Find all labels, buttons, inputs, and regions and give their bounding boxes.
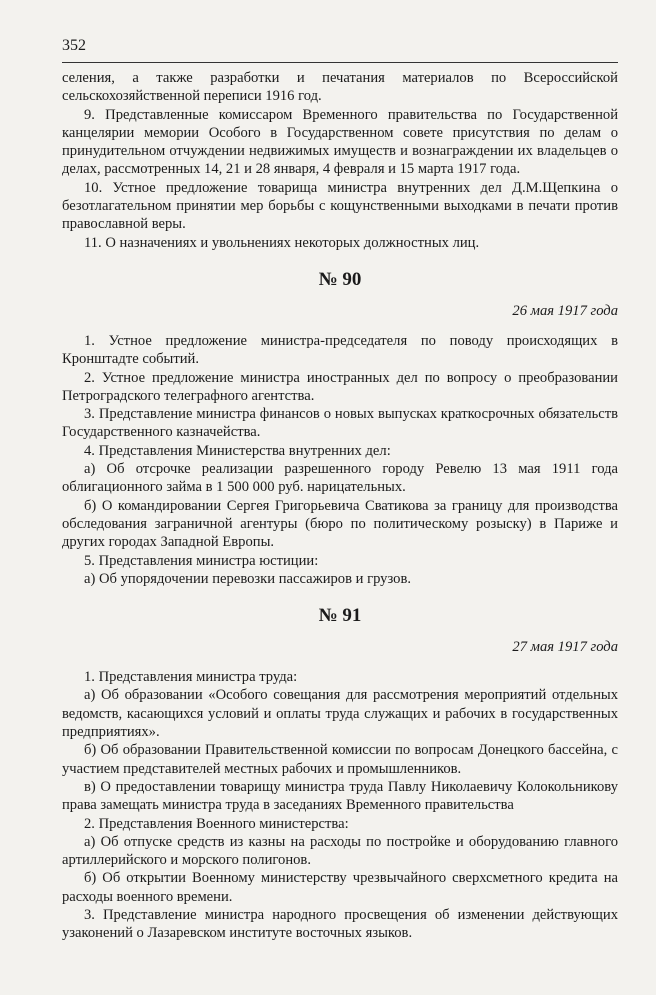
intro-paragraph: 10. Устное предложение товарища министра внутренних дел Д.М.Щепкина о безотлагательном принятии мер борьбы с кощунственными выходками в печати против православной веры. (62, 179, 618, 233)
agenda-item: 3. Представление министра финансов о новых выпусках краткосрочных обязательств Государственного казначейства. (62, 406, 618, 441)
section-date-90: 26 мая 1917 года (512, 302, 618, 319)
agenda-item: б) Об открытии Военному министерству чрезвычайного сверхсметного кредита на расходы военного времени. (62, 870, 618, 905)
agenda-item: а) Об образовании «Особого совещания для рассмотрения мероприятий отдельных ведомств, касающихся условий и оплаты труда служащих и рабочих в государственных предприятиях». (62, 687, 618, 741)
section-heading-91: № 91 (318, 605, 362, 627)
document-page (62, 36, 618, 943)
agenda-item: б) Об образовании Правительственной комиссии по вопросам Донецкого бассейна, с участием представителей местных рабочих и промышленников. (62, 742, 618, 777)
agenda-item: 3. Представление министра народного просвещения об изменении действующих узаконений о Лазаревском институте восточных языков. (62, 906, 618, 942)
page-number: 352 (62, 37, 86, 54)
header-rule (62, 62, 618, 63)
intro-paragraph: селения, а также разработки и печатания материалов по Всероссийской сельскохозяйственной переписи 1916 год. (62, 70, 618, 105)
agenda-item: 1. Представления министра труда: (84, 669, 298, 686)
agenda-item: в) О предоставлении товарищу министра труда Павлу Николаевичу Колокольникову права замещать министра труда в заседаниях Временного правительства (62, 778, 618, 814)
agenda-item: а) Об отпуске средств из казны на расходы по постройке и оборудованию главного артиллерийского и морского полигонов. (62, 833, 618, 869)
section-heading-90: № 90 (318, 268, 362, 290)
agenda-item: 1. Устное предложение министра-председателя по поводу происходящих в Кронштадте событий. (62, 332, 618, 368)
agenda-item: 2. Представления Военного министерства: (84, 815, 349, 832)
agenda-item: 2. Устное предложение министра иностранных дел по вопросу о преобразовании Петроградского телеграфного агентства. (62, 369, 618, 404)
intro-paragraph: 9. Представленные комиссаром Временного правительства по Государственной канцелярии мемории Особого в Государственном совете присутствия по делам о принудительном отчуждении недвижимых имуществ и вознаграждении их владельцев о делах, рассмотренных 14, 21 и 28 января, 4 февраля и 15 марта 1917 года. (62, 106, 618, 178)
agenda-item: 4. Представления Министерства внутренних дел: (84, 442, 391, 459)
section-date-91: 27 мая 1917 года (512, 639, 618, 656)
agenda-item: б) О командировании Сергея Григорьевича Сватикова за границу для производства обследования заграничной агентуры (бюро по политическому розыску) в Париже и других городах Западной Европы. (62, 497, 618, 551)
agenda-item: 5. Представления министра юстиции: (84, 552, 319, 569)
agenda-item: а) Об отсрочке реализации разрешенного городу Ревелю 13 мая 1911 года облигационного займа в 1 500 000 руб. нарицательных. (62, 461, 618, 496)
agenda-item: а) Об упорядочении перевозки пассажиров и грузов. (84, 570, 411, 587)
intro-paragraph: 11. О назначениях и увольнениях некоторых должностных лиц. (84, 234, 480, 251)
